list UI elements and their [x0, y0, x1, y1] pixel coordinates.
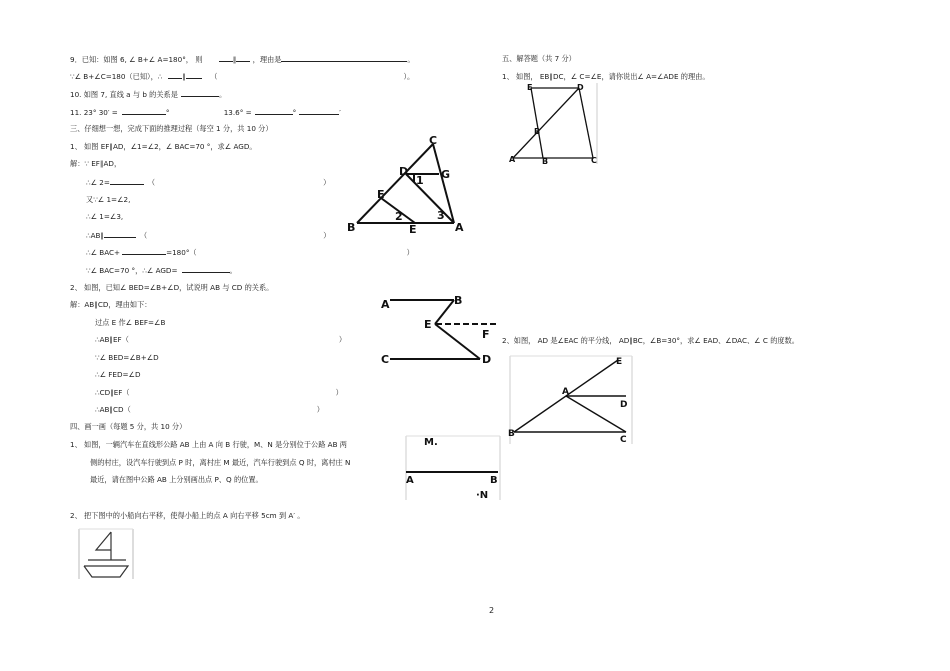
- label-C: C: [429, 134, 438, 147]
- label-C: C: [381, 353, 390, 366]
- q9-line2: ∵∠ B+∠C=180（已知），∴ ∥ （ ）。: [70, 72, 415, 81]
- label-C: C: [591, 156, 597, 165]
- draw-1-line2: 侧的村庄，设汽车行驶到点 P 时，离村庄 M 最近，汽车行驶到点 Q 时，离村庄 N: [90, 458, 351, 467]
- step-6: ∴∠ BAC+ =180°（ ）: [86, 248, 414, 257]
- reason-1: 解：AB∥CD，理由如下：: [70, 300, 152, 309]
- village-N: ·N: [476, 490, 489, 501]
- step-5: ∴AB∥ （ ）: [86, 231, 331, 240]
- reason-2: 过点 E 作∠ BEF=∠B: [95, 318, 166, 327]
- step-3: 又∵∠ 1=∠2,: [86, 195, 131, 204]
- step-4: ∴∠ 1=∠3,: [86, 212, 124, 221]
- label-B: B: [454, 294, 463, 307]
- section-4-heading: 四、画一画（每题 5 分，共 10 分）: [70, 422, 187, 431]
- answer-5-2: 2、如图， AD 是∠EAC 的平分线， AD∥BC，∠B=30°，求∠ EAD、∠DAC、∠ C 的度数。: [502, 336, 799, 345]
- label-1: 1: [416, 174, 424, 187]
- section-3-heading: 三、仔细想一想，完成下面的推理过程（每空 1 分，共 10 分）: [70, 124, 273, 133]
- problem-3-1: 1、 如图 EF∥AD，∠1=∠2，∠ BAC=70 °，求∠ AGD。: [70, 142, 257, 151]
- trapezoid-figure: [507, 82, 599, 166]
- label-A: A: [406, 475, 414, 486]
- q11-line: 11. 23° 30′ = ° 13.6° = ° ′: [70, 108, 341, 117]
- label-B: B: [542, 157, 549, 166]
- label-A: A: [562, 387, 569, 397]
- q10-line: 10. 如图 7, 直线 a 与 b 的关系是 。: [70, 90, 227, 99]
- label-E: E: [616, 357, 623, 367]
- label-C: C: [620, 435, 627, 445]
- step-2: ∴∠ 2= （ ）: [86, 178, 331, 187]
- label-D: D: [482, 353, 492, 366]
- reason-7: ∴AB∥CD（ ）: [95, 405, 324, 414]
- boat-figure: [78, 528, 134, 580]
- draw-1-line3: 最近，请在图中公路 AB 上分别画出点 P、Q 的位置。: [90, 475, 263, 484]
- label-E: E: [527, 83, 533, 92]
- label-B: B: [490, 475, 498, 486]
- road-figure: [404, 435, 502, 501]
- label-A: A: [509, 155, 516, 164]
- label-G: G: [441, 168, 451, 181]
- section-5-heading: 五、解答题（共 7 分）: [502, 54, 576, 63]
- draw-2-line: 2、 把下图中的小船向右平移，使得小船上的点 A 向右平移 5cm 到 A′ 。: [70, 511, 305, 520]
- label-B-mid: B: [534, 127, 541, 136]
- label-D: D: [577, 83, 584, 92]
- label-D: D: [620, 400, 628, 410]
- label-2: 2: [395, 210, 403, 223]
- reason-4: ∵∠ BED=∠B+∠D: [95, 353, 159, 362]
- label-B: B: [347, 221, 356, 234]
- label-E: E: [409, 223, 417, 234]
- step-1: 解：∵ EF∥AD，: [70, 159, 122, 168]
- reason-3: ∴AB∥EF（ ）: [95, 335, 347, 344]
- reason-5: ∴∠ FED=∠D: [95, 370, 141, 379]
- bisector-figure: [508, 354, 634, 446]
- label-E: E: [424, 318, 432, 331]
- q9-line1: 9．已知：如图 6, ∠ B+∠ A=180°， 则 ∥ ，理由是 。: [70, 55, 415, 64]
- problem-3-2: 2、 如图，已知∠ BED=∠B+∠D，试说明 AB 与 CD 的关系。: [70, 283, 274, 292]
- label-F: F: [482, 328, 490, 341]
- zigzag-figure: [378, 290, 500, 370]
- triangle-figure: [343, 132, 469, 234]
- village-M: M.: [424, 437, 438, 448]
- step-7: ∵∠ BAC=70 °，∴∠ AGD= 。: [86, 266, 237, 275]
- label-D: D: [399, 165, 409, 178]
- label-3: 3: [437, 209, 445, 222]
- reason-6: ∴CD∥EF（ ）: [95, 388, 343, 397]
- answer-5-1: 1、 如图， EB∥DC，∠ C=∠E，请你说出∠ A=∠ADE 的理由。: [502, 72, 710, 81]
- label-A: A: [455, 221, 464, 234]
- draw-1-line1: 1、 如图，一辆汽车在直线形公路 AB 上由 A 向 B 行驶，M、N 是分别位于公路 AB 两: [70, 440, 347, 449]
- label-E-upper: E: [377, 188, 385, 201]
- label-A: A: [381, 298, 390, 311]
- label-B: B: [508, 429, 515, 439]
- page-number: 2: [489, 606, 495, 615]
